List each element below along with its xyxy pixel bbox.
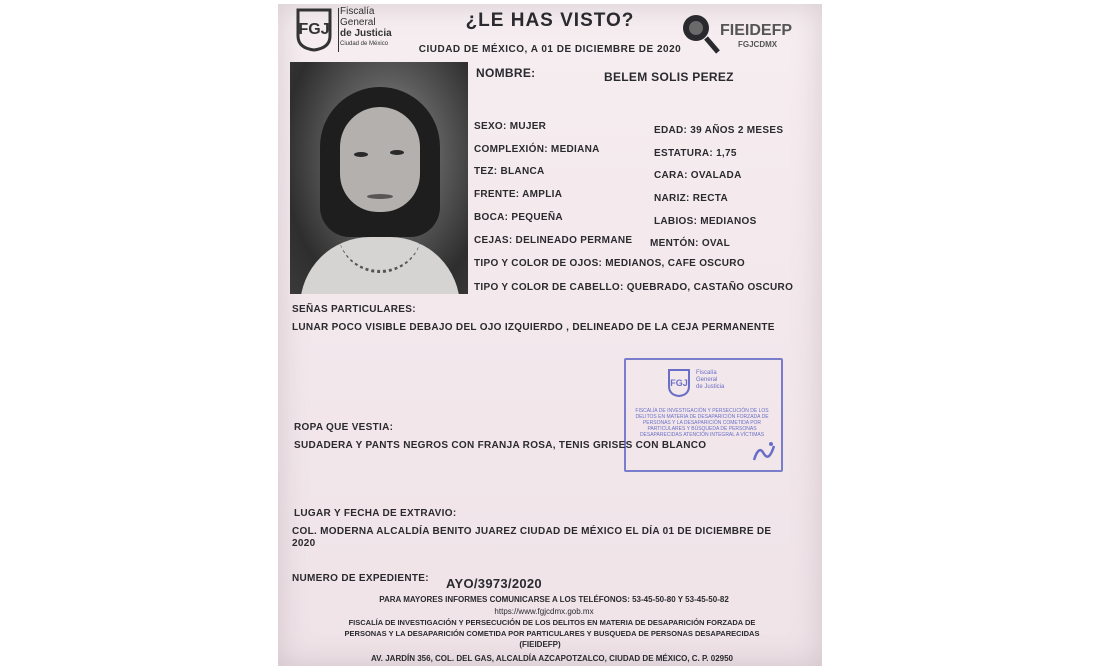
expediente-label: NUMERO DE EXPEDIENTE: [292, 573, 429, 584]
ropa-value: SUDADERA Y PANTS NEGROS CON FRANJA ROSA, TENIS GRISES CON BLANCO [294, 440, 707, 451]
frente-field: FRENTE: AMPLIA [474, 189, 563, 200]
tez-field: TEZ: BLANCA [474, 166, 545, 177]
boca-field: BOCA: PEQUEÑA [474, 212, 563, 223]
stamp-logo-text: Fiscalía General de Justicia [696, 370, 725, 390]
ropa-label: ROPA QUE VESTIA: [294, 422, 394, 433]
complexion-field: COMPLEXIÓN: MEDIANA [474, 144, 600, 155]
informes-line: PARA MAYORES INFORMES COMUNICARSE A LOS TELÉFONOS: 53-45-50-80 Y 53-45-50-82 [379, 595, 729, 604]
edad-field: EDAD: 39 AÑOS 2 MESES [654, 125, 784, 136]
cabello-field: TIPO Y COLOR DE CABELLO: QUEBRADO, CASTAÑO OSCURO [474, 282, 794, 293]
date-line: CIUDAD DE MÉXICO, A 01 DE DICIEMBRE DE 2020 [418, 44, 682, 55]
sexo-field: SEXO: MUJER [474, 121, 547, 132]
cara-field: CARA: OVALADA [654, 170, 742, 181]
fiscalia-line1: FISCALÍA DE INVESTIGACIÓN Y PERSECUCIÓN DE LOS DELITOS EN MATERIA DE DESAPARICIÓN FORZADA DE [348, 618, 756, 627]
fiscalia-line3: (FIEIDEFP) [519, 640, 561, 649]
senas-label: SEÑAS PARTICULARES: [292, 304, 416, 315]
labios-field: LABIOS: MEDIANOS [654, 216, 757, 227]
lugar-label: LUGAR Y FECHA DE EXTRAVIO: [294, 508, 457, 519]
name-value: BELEM SOLIS PEREZ [604, 70, 734, 84]
stamp-emblem-icon [751, 440, 777, 464]
estatura-field: ESTATURA: 1,75 [654, 148, 737, 159]
menton-field: MENTÓN: OVAL [650, 238, 731, 249]
fieidefp-logo: FIEIDEFP FGJCDMX [680, 8, 810, 64]
lugar-value-line1: COL. MODERNA ALCALDÍA BENITO JUAREZ CIUDAD DE MÉXICO EL DÍA 01 DE DICIEMBRE DE [292, 526, 772, 537]
fgj-logo-text: Fiscalía General de Justicia Ciudad de México [340, 6, 392, 47]
nariz-field: NARIZ: RECTA [654, 193, 728, 204]
website-line: https://www.fgjcdmx.gob.mx [494, 607, 594, 616]
senas-value: LUNAR POCO VISIBLE DEBAJO DEL OJO IZQUIERDO , DELINEADO DE LA CEJA PERMANENTE [292, 322, 775, 333]
official-stamp [624, 358, 783, 472]
svg-text:FGJ: FGJ [298, 21, 330, 38]
expediente-value: AYO/3973/2020 [446, 576, 542, 591]
stamp-logo-icon [666, 368, 692, 398]
fiscalia-line2: PERSONAS Y LA DESAPARICIÓN COMETIDA POR PARTICULARES Y BUSQUEDA DE PERSONAS DESAPARECIDAS [344, 629, 760, 638]
stamp-body-text: FISCALÍA DE INVESTIGACIÓN Y PERSECUCIÓN DE LOS DELITOS EN MATERIA DE DESAPARICIÓN FORZADA DE PERSONAS Y LA DESAPARICIÓN COMETIDA POR PARTICULARES Y BÚSQUEDA DE PERSONAS DESAPARECIDAS ATENCIÓN INTEGRAL A VÍCTIMAS [635, 408, 769, 438]
cejas-field: CEJAS: DELINEADO PERMANE [474, 235, 633, 246]
svg-text:FGJ: FGJ [670, 378, 688, 388]
missing-person-flyer [278, 4, 822, 666]
person-photo [290, 62, 468, 294]
lugar-value-line2: 2020 [292, 538, 316, 549]
magnifier-icon [680, 12, 720, 56]
name-label: NOMBRE: [476, 66, 536, 80]
flyer-title: ¿LE HAS VISTO? [465, 10, 635, 31]
address-line: AV. JARDÍN 356, COL. DEL GAS, ALCALDÍA AZCAPOTZALCO, CIUDAD DE MÉXICO, C. P. 02950 [371, 654, 733, 663]
ojos-field: TIPO Y COLOR DE OJOS: MEDIANOS, CAFE OSCURO [474, 258, 745, 269]
